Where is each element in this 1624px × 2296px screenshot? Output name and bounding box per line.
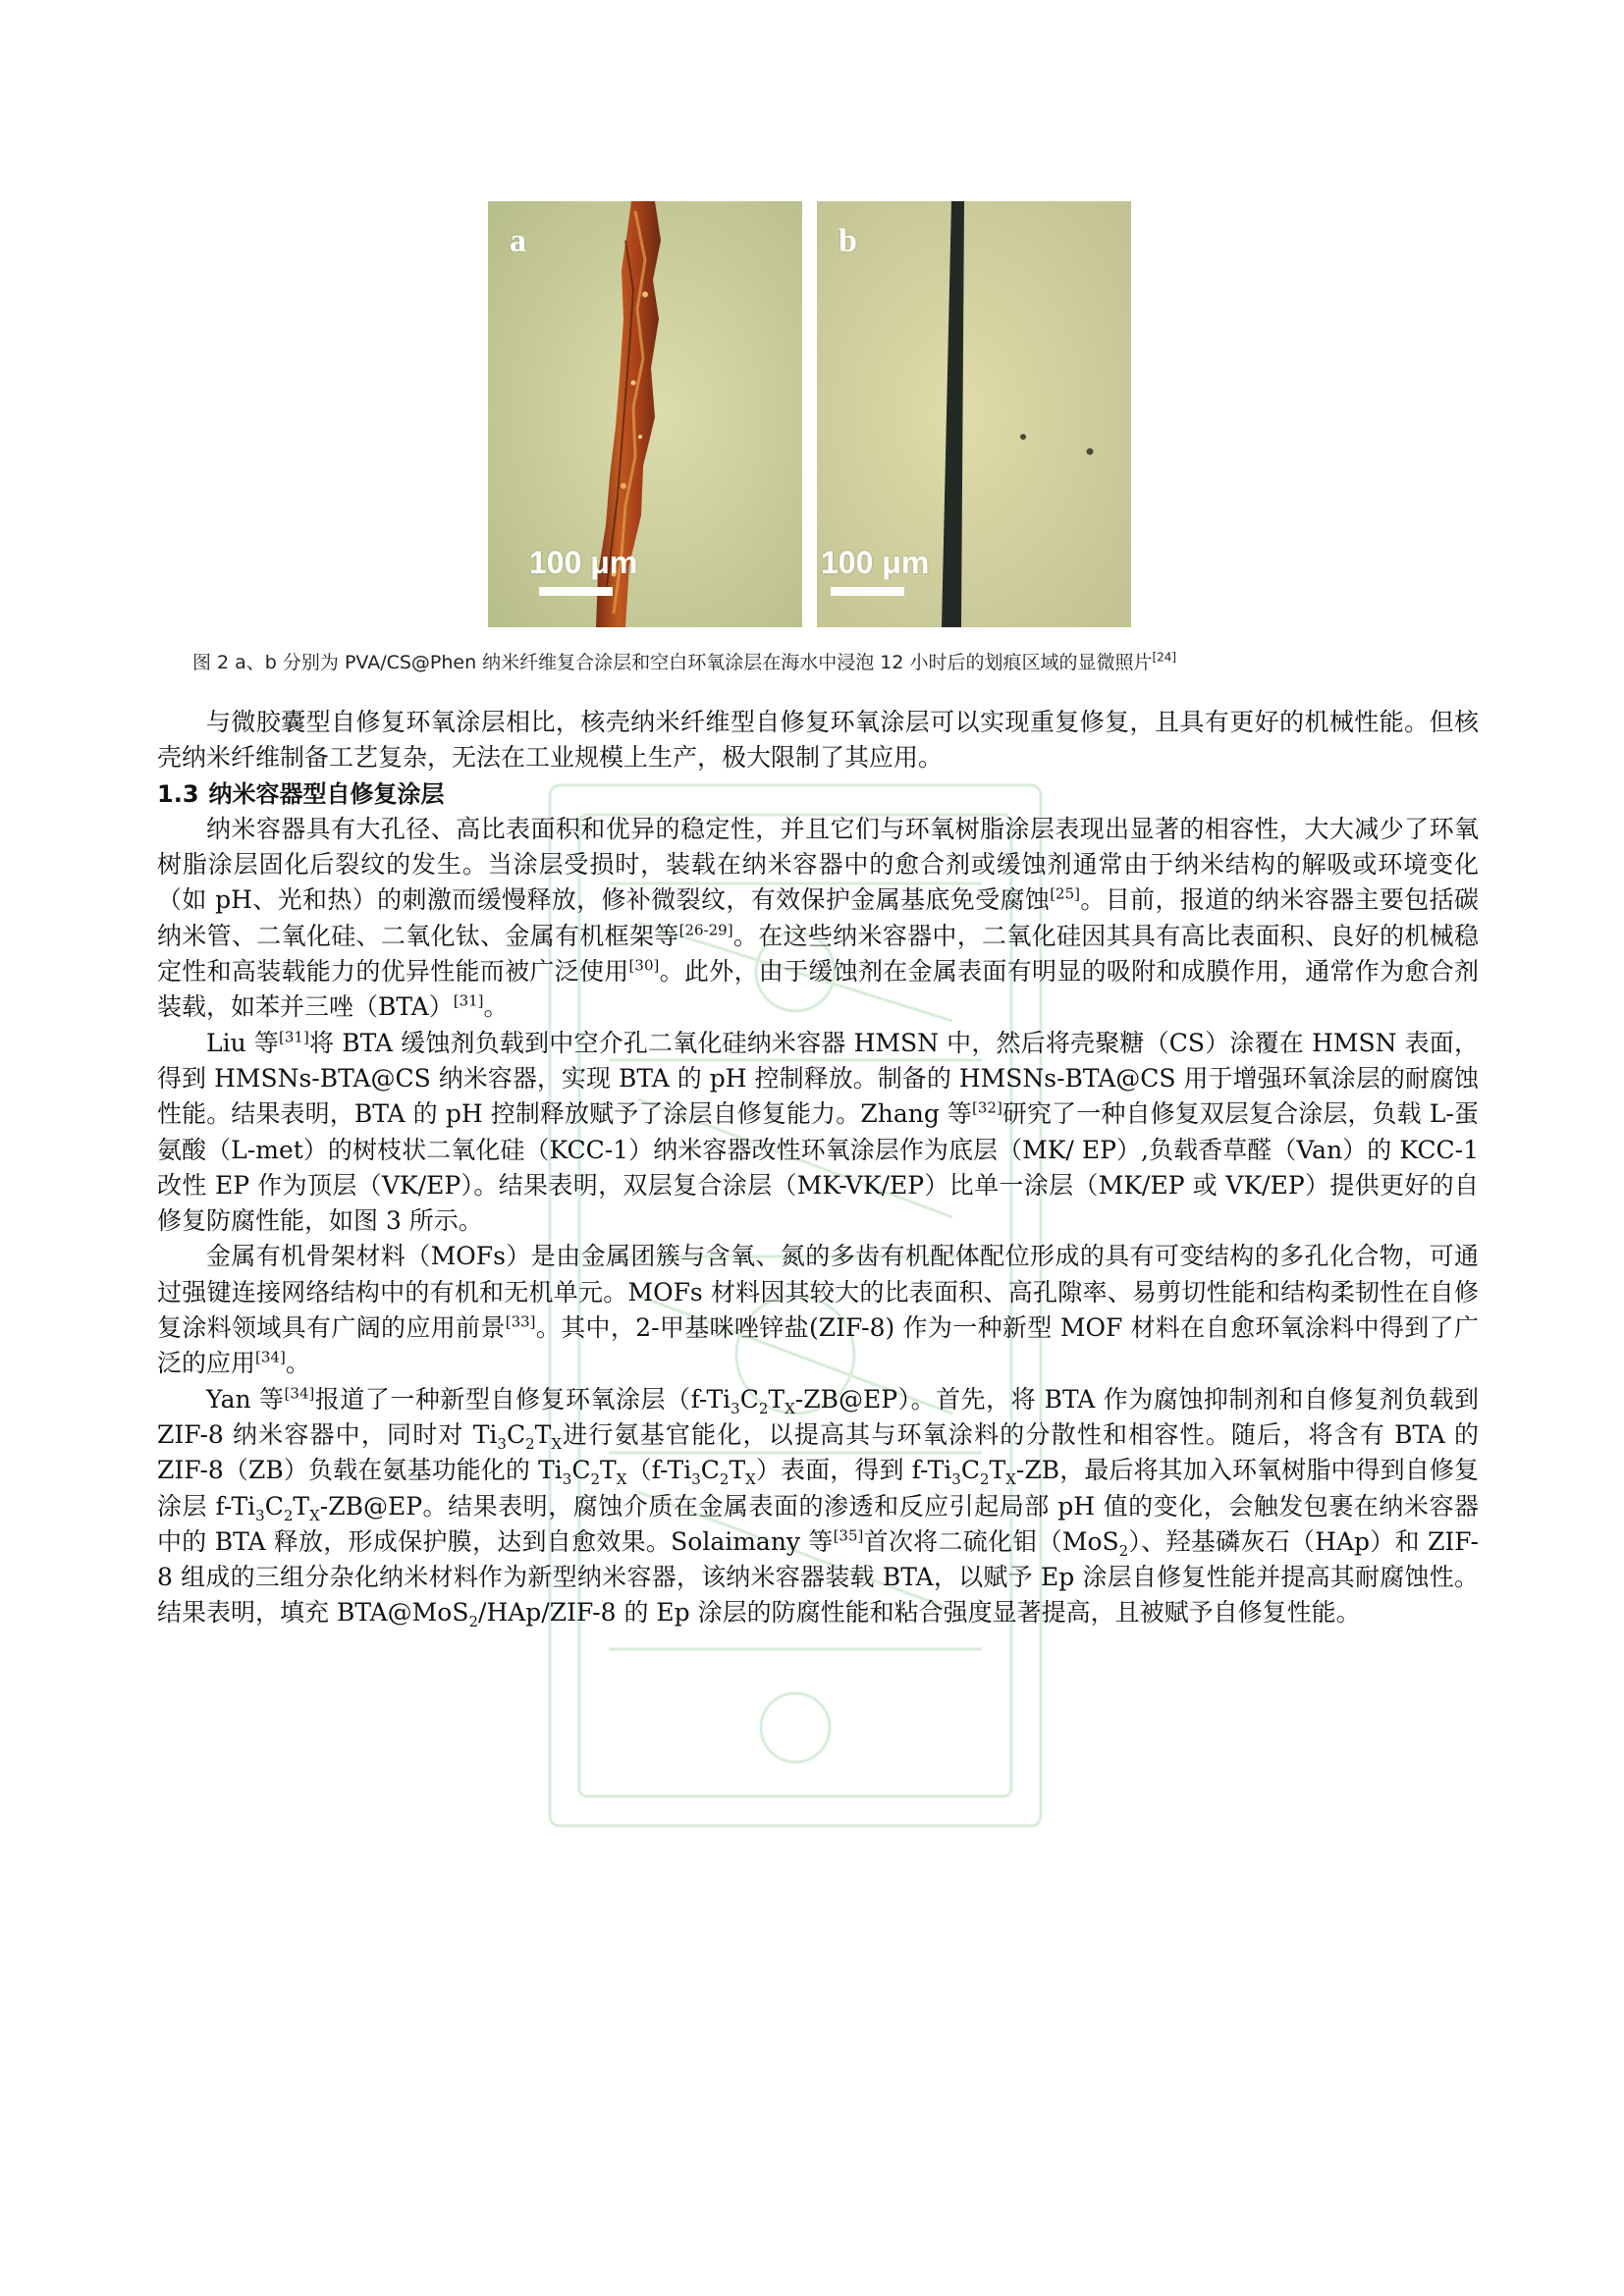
caption-reference: [24] bbox=[1152, 650, 1177, 665]
scale-bar-b bbox=[831, 587, 904, 596]
panel-label-a: a bbox=[510, 223, 526, 259]
scale-bar-a bbox=[539, 587, 613, 596]
panel-label-b: b bbox=[839, 223, 857, 259]
micrograph-panel-a bbox=[488, 201, 802, 627]
section-title: 纳米容器型自修复涂层 bbox=[208, 779, 445, 808]
figure-caption: 图 2 a、b 分别为 PVA/CS@Phen 纳米纤维复合涂层和空白环氧涂层在海水中浸泡 12 小时后的划痕区域的显微照片[24] bbox=[192, 650, 1177, 673]
citation: [33] bbox=[505, 1312, 536, 1331]
citation: [30] bbox=[628, 956, 660, 975]
paragraph-1: 与微胶囊型自修复环氧涂层相比，核壳纳米纤维型自修复环氧涂层可以实现重复修复，且具有更好的机械性能。但核壳纳米纤维制备工艺复杂，无法在工业规模上生产，极大限制了其应用。 bbox=[157, 708, 1479, 773]
citation: [34] bbox=[255, 1349, 286, 1367]
scale-label-a: 100 μm bbox=[529, 545, 638, 580]
paragraph-3: Liu 等[31]将 BTA 缓蚀剂负载到中空介孔二氧化硅纳米容器 HMSN 中，然后将壳聚糖（CS）涂覆在 HMSN 表面，得到 HMSNs-BTA@CS 纳米容器，实现 BTA 的 pH 控制释放。制备的 HMSNs-BTA@CS 用于增强环氧涂层的耐腐蚀性能。结果表明，BTA 的 pH 控制释放赋予了涂层自修复能力。Zhang 等[32]研究了一种自修复双层复合涂层，负载 L-蛋氨酸（L-met）的树枝状二氧化硅（KCC-1）纳米容器改性环氧涂层作为底层（MK/ EP）,负载香草醛（Van）的 KCC-1 改性 EP 作为顶层（VK/EP）。结果表明，双层复合涂层（MK-VK/EP）比单一涂层（MK/EP 或 VK/EP）提供更好的自修复防腐性能，如图 3 所示。 bbox=[157, 1028, 1479, 1236]
scale-label-b: 100 μm bbox=[821, 545, 930, 580]
paragraph-2: 纳米容器具有大孔径、高比表面积和优异的稳定性，并且它们与环氧树脂涂层表现出显著的相容性，大大减少了环氧树脂涂层固化后裂纹的发生。当涂层受损时，装载在纳米容器中的愈合剂或缓蚀剂通常由于纳米结构的解吸或环境变化（如 pH、光和热）的刺激而缓慢释放，修补微裂纹，有效保护金属基底免受腐蚀[25]。目前，报道的纳米容器主要包括碳纳米管、二氧化硅、二氧化钛、金属有机框架等[26-29]。在这些纳米容器中，二氧化硅因其具有高比表面积、良好的机械稳定性和高装载能力的优异性能而被广泛使用[30]。此外，由于缓蚀剂在金属表面有明显的吸附和成膜作用，通常作为愈合剂装载，如苯并三唑（BTA）[31]。 bbox=[157, 814, 1479, 1022]
citation: [25] bbox=[1050, 885, 1080, 904]
citation: [26-29] bbox=[678, 921, 733, 939]
citation: [31] bbox=[453, 992, 484, 1011]
citation: [31] bbox=[279, 1028, 309, 1046]
figure-2 bbox=[488, 201, 1131, 627]
citation: [35] bbox=[833, 1526, 864, 1545]
paragraph-5: Yan 等[34]报道了一种新型自修复环氧涂层$(f-Ti_3C_2T_X-ZB@EP)$。首先，将 BTA 作为腐蚀抑制剂和自修复剂负载到 ZIF-8 纳米容器中，同时对 $Ti_3C_2T_X$进行氨基官能化，以提高其与环氧涂料的分散性和相容性。随后，将含有 BTA 的 ZIF-8（ZB）负载在氨基功能化的 $Ti_3C_2T_X(f-Ti_3C_2T_X)$表面，得到 $f-Ti_3C_2T_X-ZB$，最后将其加入环氧树脂中得到自修复涂层 $f-Ti_3C_2T_X-ZB@EP$。结果表明，腐蚀介质在金属表面的渗透和反应引起局部 pH 值的变化，会触发包裹在纳米容器中的 BTA 释放，形成保护膜，达到自愈效果。Solaimany 等[35]首次将二硫化钼（MoS$_2$）、羟基磷灰石（HAp）和 ZIF-8 组成的三组分杂化纳米材料作为新型纳米容器，该纳米容器装载 BTA，以赋予 Ep 涂层自修复性能并提高其耐腐蚀性。结果表明，填充 BTA@MoS$_2$/HAp/ZIF-8 的 Ep 涂层的防腐性能和粘合强度显著提高，且被赋予自修复性能。 bbox=[157, 1384, 1480, 1631]
paragraph-4: 金属有机骨架材料（MOFs）是由金属团簇与含氧、氮的多齿有机配体配位形成的具有可变结构的多孔化合物，可通过强键连接网络结构中的有机和无机单元。MOFs 材料因其较大的比表面积、高孔隙率、易剪切性能和结构柔韧性在自修复涂料领域具有广阔的应用前景[33]。其中，2-甲基咪唑锌盐(ZIF-8) 作为一种新型 MOF 材料在自愈环氧涂料中得到了广泛的应用[34]。 bbox=[157, 1242, 1479, 1378]
citation: [32] bbox=[972, 1098, 1002, 1117]
section-number: 1.3 bbox=[157, 779, 199, 808]
citation: [34] bbox=[284, 1384, 315, 1403]
body-text bbox=[157, 705, 1479, 1631]
section-heading bbox=[157, 776, 1479, 812]
micrograph-panel-b bbox=[817, 201, 1131, 627]
